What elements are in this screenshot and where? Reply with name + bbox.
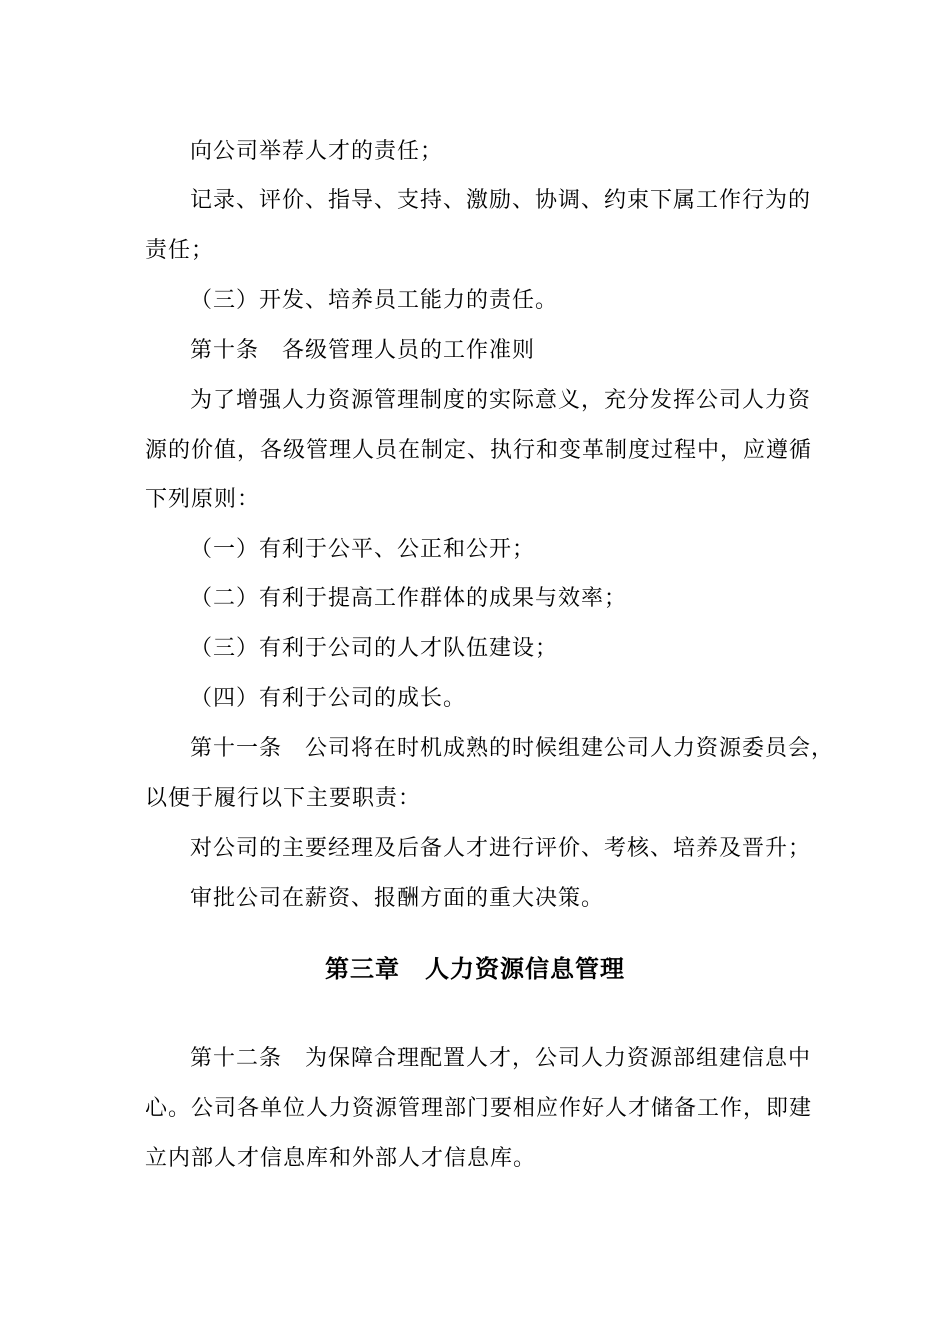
paragraph-line: 对公司的主要经理及后备人才进行评价、考核、培养及晋升； bbox=[190, 836, 812, 861]
list-item: （三）有利于公司的人才队伍建设； bbox=[190, 636, 559, 661]
paragraph-line: 立内部人才信息库和外部人才信息库。 bbox=[145, 1146, 537, 1171]
paragraph-line: 源的价值，各级管理人员在制定、执行和变革制度过程中，应遵循 bbox=[145, 438, 813, 463]
paragraph-line: 第十一条 公司将在时机成熟的时候组建公司人力资源委员会， bbox=[190, 736, 835, 761]
paragraph-line: （三）开发、培养员工能力的责任。 bbox=[190, 288, 559, 313]
paragraph-line: 第十二条 为保障合理配置人才，公司人力资源部组建信息中 bbox=[190, 1046, 812, 1071]
chapter-heading: 第三章 人力资源信息管理 bbox=[325, 955, 625, 983]
paragraph-line: 以便于履行以下主要职责： bbox=[145, 786, 422, 811]
article-title: 第十条 各级管理人员的工作准则 bbox=[190, 338, 536, 363]
paragraph-line: 下列原则： bbox=[145, 487, 261, 512]
list-item: （二）有利于提高工作群体的成果与效率； bbox=[190, 586, 628, 611]
paragraph-line: 为了增强人力资源管理制度的实际意义，充分发挥公司人力资 bbox=[190, 388, 812, 413]
list-item: （一）有利于公平、公正和公开； bbox=[190, 537, 536, 562]
paragraph-line: 责任； bbox=[145, 238, 215, 263]
paragraph-line: 心。公司各单位人力资源管理部门要相应作好人才储备工作，即建 bbox=[145, 1096, 813, 1121]
paragraph-line: 向公司举荐人才的责任； bbox=[190, 139, 444, 164]
paragraph-line: 审批公司在薪资、报酬方面的重大决策。 bbox=[190, 886, 605, 911]
list-item: （四）有利于公司的成长。 bbox=[190, 686, 467, 711]
paragraph-line: 记录、评价、指导、支持、激励、协调、约束下属工作行为的 bbox=[190, 188, 812, 213]
